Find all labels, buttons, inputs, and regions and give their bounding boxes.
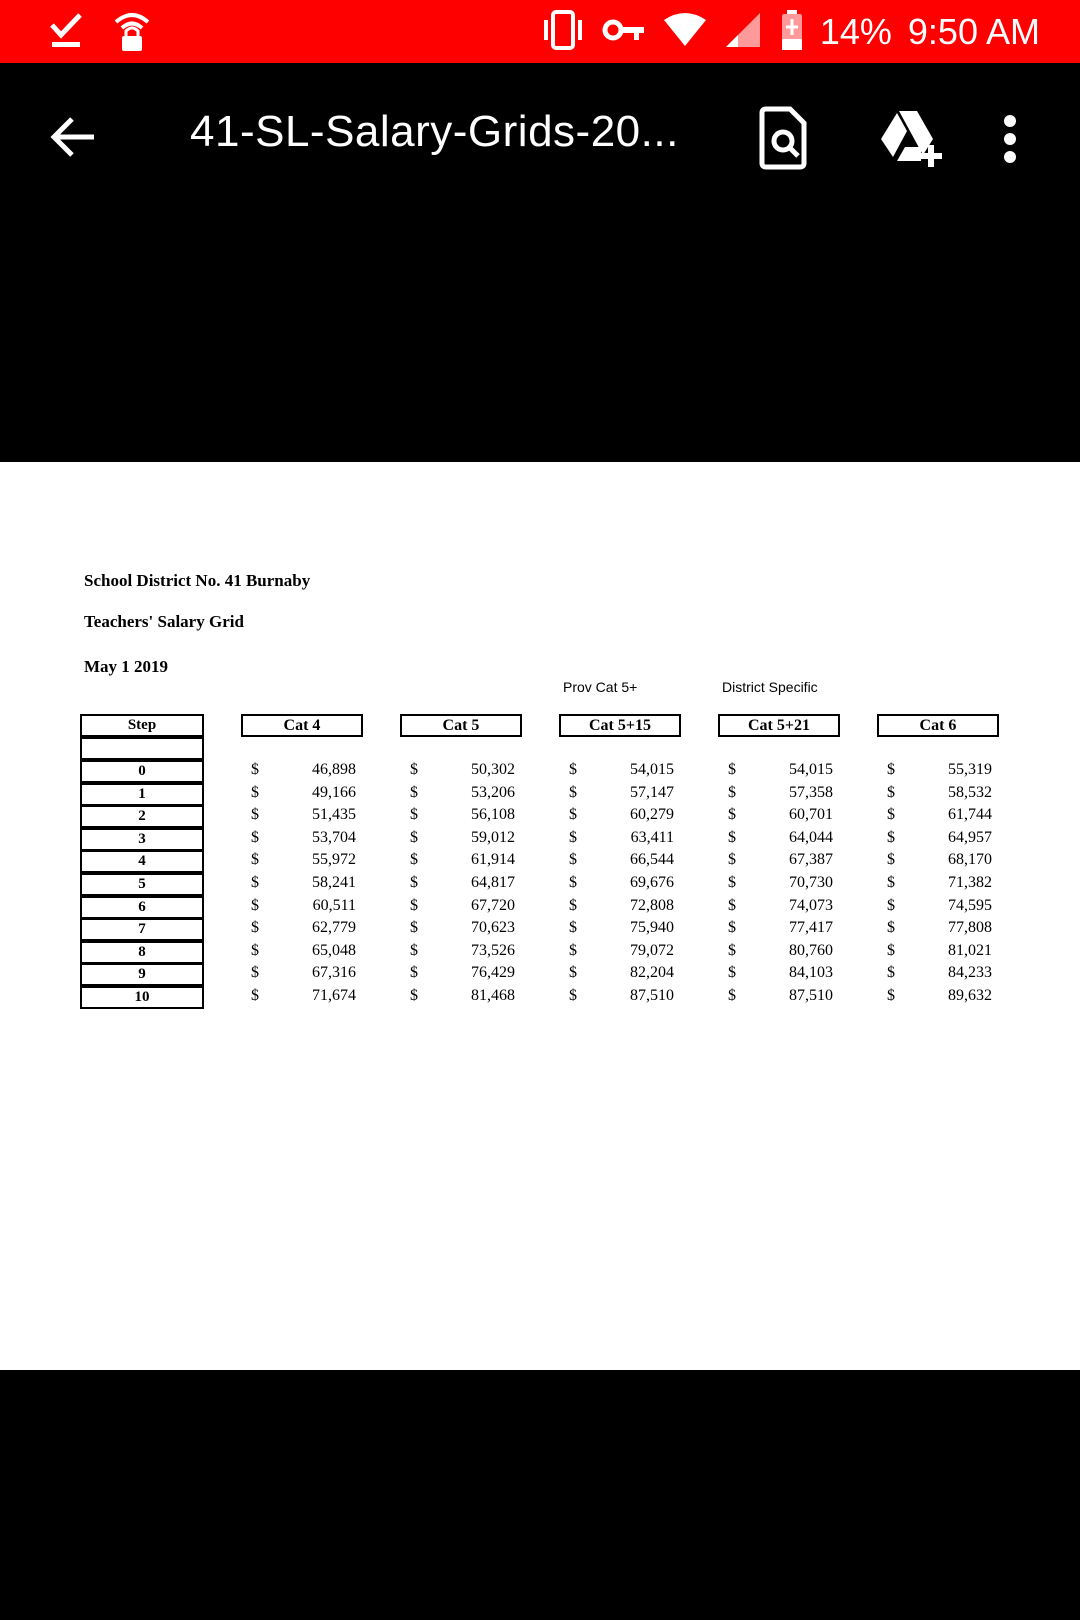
document-title: 41-SL-Salary-Grids-20... — [190, 107, 679, 156]
currency-symbol: $ — [251, 987, 259, 1004]
salary-value: 71,382 — [948, 874, 992, 891]
currency-symbol: $ — [251, 941, 259, 959]
salary-value: 74,073 — [789, 896, 833, 914]
currency-symbol: $ — [569, 987, 577, 1004]
column-header: Cat 5+21 — [718, 714, 840, 737]
step-blank-cell — [80, 737, 204, 760]
add-to-drive-button[interactable] — [875, 103, 945, 173]
currency-symbol: $ — [569, 874, 577, 891]
currency-symbol: $ — [410, 761, 418, 778]
salary-value: 55,319 — [948, 761, 992, 778]
salary-value: 53,206 — [471, 783, 515, 801]
currency-symbol: $ — [569, 761, 577, 778]
column-header: Cat 4 — [241, 714, 363, 737]
salary-value: 89,632 — [948, 987, 992, 1004]
vibrate-icon — [540, 10, 586, 54]
download-done-icon — [48, 11, 84, 55]
column-header: Cat 5 — [400, 714, 522, 737]
district-name: School District No. 41 Burnaby — [84, 571, 311, 590]
currency-symbol: $ — [251, 964, 259, 982]
currency-symbol: $ — [887, 851, 895, 869]
salary-value: 69,676 — [630, 874, 674, 891]
salary-value: 51,435 — [312, 806, 356, 824]
salary-value: 80,760 — [789, 941, 833, 959]
effective-date: May 1 2019 — [84, 657, 169, 676]
currency-symbol: $ — [728, 941, 736, 959]
currency-symbol: $ — [410, 987, 418, 1004]
currency-symbol: $ — [569, 919, 577, 937]
wifi-lock-icon — [112, 10, 152, 56]
currency-symbol: $ — [251, 851, 259, 869]
currency-symbol: $ — [728, 987, 736, 1004]
currency-symbol: $ — [251, 874, 259, 891]
salary-value: 73,526 — [471, 941, 515, 959]
salary-value: 84,103 — [789, 964, 833, 982]
currency-symbol: $ — [569, 941, 577, 959]
currency-symbol: $ — [887, 828, 895, 846]
currency-symbol: $ — [887, 896, 895, 914]
find-in-page-button[interactable] — [750, 103, 820, 173]
currency-symbol: $ — [251, 783, 259, 801]
currency-symbol: $ — [728, 783, 736, 801]
step-cell-8: 8 — [80, 941, 204, 964]
salary-value: 71,674 — [312, 987, 356, 1004]
step-cell-0: 0 — [80, 760, 204, 783]
step-cell-9: 9 — [80, 963, 204, 986]
currency-symbol: $ — [410, 874, 418, 891]
currency-symbol: $ — [887, 919, 895, 937]
salary-value: 75,940 — [630, 919, 674, 937]
salary-value: 58,532 — [948, 783, 992, 801]
currency-symbol: $ — [569, 783, 577, 801]
currency-symbol: $ — [410, 806, 418, 824]
salary-value: 74,595 — [948, 896, 992, 914]
salary-value: 54,015 — [630, 761, 674, 778]
currency-symbol: $ — [251, 919, 259, 937]
salary-value: 64,044 — [789, 828, 833, 846]
step-cell-3: 3 — [80, 828, 204, 851]
currency-symbol: $ — [887, 783, 895, 801]
salary-value: 60,511 — [312, 896, 356, 914]
step-cell-6: 6 — [80, 896, 204, 919]
salary-value: 55,972 — [312, 851, 356, 869]
signal-icon — [724, 11, 764, 53]
salary-value: 50,302 — [471, 761, 515, 778]
currency-symbol: $ — [887, 964, 895, 982]
battery-charging-icon — [780, 9, 804, 55]
currency-symbol: $ — [569, 806, 577, 824]
column-header: Cat 5+15 — [559, 714, 681, 737]
currency-symbol: $ — [887, 761, 895, 778]
salary-value: 66,544 — [630, 851, 674, 869]
currency-symbol: $ — [728, 919, 736, 937]
step-header: Step — [80, 714, 204, 737]
currency-symbol: $ — [728, 874, 736, 891]
salary-value: 60,279 — [630, 806, 674, 824]
salary-value: 62,779 — [312, 919, 356, 937]
find-in-page-icon — [750, 103, 820, 173]
currency-symbol: $ — [410, 851, 418, 869]
prov-cat-label: Prov Cat 5+ — [563, 679, 638, 695]
currency-symbol: $ — [728, 896, 736, 914]
salary-value: 63,411 — [630, 828, 674, 846]
salary-value: 58,241 — [312, 874, 356, 891]
currency-symbol: $ — [887, 806, 895, 824]
currency-symbol: $ — [251, 761, 259, 778]
currency-symbol: $ — [728, 761, 736, 778]
currency-symbol: $ — [410, 964, 418, 982]
currency-symbol: $ — [569, 851, 577, 869]
salary-value: 57,358 — [789, 783, 833, 801]
salary-value: 57,147 — [630, 783, 674, 801]
salary-value: 64,957 — [948, 828, 992, 846]
currency-symbol: $ — [410, 783, 418, 801]
back-arrow-icon — [44, 107, 104, 167]
salary-value: 81,021 — [948, 941, 992, 959]
currency-symbol: $ — [728, 964, 736, 982]
pdf-page[interactable] — [0, 462, 1080, 1370]
step-cell-2: 2 — [80, 805, 204, 828]
currency-symbol: $ — [569, 896, 577, 914]
salary-value: 76,429 — [471, 964, 515, 982]
salary-value: 77,417 — [789, 919, 833, 937]
currency-symbol: $ — [410, 941, 418, 959]
salary-value: 70,623 — [471, 919, 515, 937]
bottom-area — [0, 1370, 1080, 1620]
currency-symbol: $ — [728, 806, 736, 824]
salary-value: 60,701 — [789, 806, 833, 824]
add-to-drive-icon — [875, 103, 945, 173]
step-cell-10: 10 — [80, 986, 204, 1009]
salary-value: 65,048 — [312, 941, 356, 959]
currency-symbol: $ — [887, 987, 895, 1004]
currency-symbol: $ — [728, 828, 736, 846]
salary-value: 59,012 — [471, 828, 515, 846]
vpn-key-icon — [602, 15, 646, 49]
salary-value: 84,233 — [948, 964, 992, 982]
column-header: Cat 6 — [877, 714, 999, 737]
more-vert-icon — [990, 103, 1030, 173]
salary-value: 49,166 — [312, 783, 356, 801]
currency-symbol: $ — [410, 828, 418, 846]
currency-symbol: $ — [251, 806, 259, 824]
currency-symbol: $ — [887, 941, 895, 959]
currency-symbol: $ — [410, 896, 418, 914]
salary-value: 61,914 — [471, 851, 515, 869]
currency-symbol: $ — [728, 851, 736, 869]
currency-symbol: $ — [251, 896, 259, 914]
salary-value: 64,817 — [471, 874, 515, 891]
salary-value: 53,704 — [312, 828, 356, 846]
district-specific-label: District Specific — [722, 679, 818, 695]
step-cell-1: 1 — [80, 783, 204, 806]
salary-value: 61,744 — [948, 806, 992, 824]
step-cell-4: 4 — [80, 850, 204, 873]
salary-value: 79,072 — [630, 941, 674, 959]
salary-value: 77,808 — [948, 919, 992, 937]
currency-symbol: $ — [569, 964, 577, 982]
salary-value: 72,808 — [630, 896, 674, 914]
wifi-icon — [662, 12, 708, 52]
salary-value: 70,730 — [789, 874, 833, 891]
step-cell-7: 7 — [80, 918, 204, 941]
salary-value: 87,510 — [789, 987, 833, 1004]
grid-title: Teachers' Salary Grid — [84, 612, 244, 631]
clock-time: 9:50 AM — [907, 11, 1040, 52]
salary-value: 82,204 — [630, 964, 674, 982]
currency-symbol: $ — [569, 828, 577, 846]
salary-value: 67,387 — [789, 851, 833, 869]
battery-percentage: 14% — [819, 11, 892, 52]
step-cell-5: 5 — [80, 873, 204, 896]
salary-value: 56,108 — [471, 806, 515, 824]
salary-value: 67,720 — [471, 896, 515, 914]
salary-value: 68,170 — [948, 851, 992, 869]
more-options-button[interactable] — [990, 103, 1030, 173]
salary-value: 67,316 — [312, 964, 356, 982]
currency-symbol: $ — [887, 874, 895, 891]
status-bar — [0, 0, 1080, 63]
back-button[interactable] — [44, 107, 104, 167]
salary-value: 46,898 — [312, 761, 356, 778]
salary-value: 87,510 — [630, 987, 674, 1004]
currency-symbol: $ — [251, 828, 259, 846]
app-bar — [0, 63, 1080, 211]
currency-symbol: $ — [410, 919, 418, 937]
salary-value: 81,468 — [471, 987, 515, 1004]
salary-value: 54,015 — [789, 761, 833, 778]
